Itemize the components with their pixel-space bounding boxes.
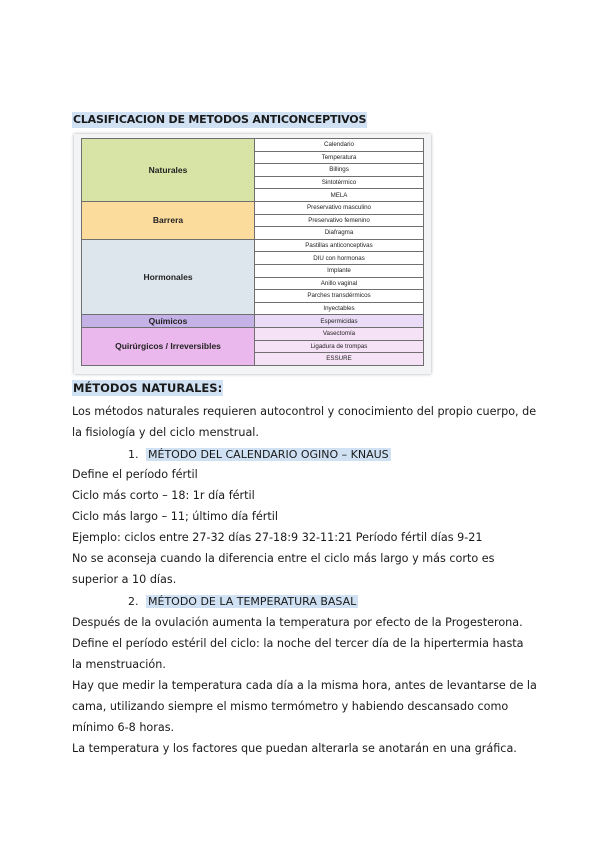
method1-heading (128, 447, 391, 462)
table-cell: Vasectomía (255, 327, 424, 340)
table-cell: Parches transdérmicos (255, 290, 424, 303)
table-cell: DIU con hormonas (255, 252, 424, 265)
table-cell: Espermicidas (255, 315, 424, 328)
table-cell: Sintotérmico (255, 176, 424, 189)
table-cell: Billings (255, 164, 424, 177)
paragraph-line: La temperatura y los factores que puedan alterarla se anotarán en una gráfica. (72, 742, 517, 755)
table-cell: Implante (255, 264, 424, 277)
category-naturales: Naturales (82, 139, 255, 202)
paragraph-line: Hay que medir la temperatura cada día a la misma hora, antes de levantarse de la (72, 679, 537, 692)
table-cell: Preservativo masculino (255, 201, 424, 214)
paragraph-line: la fisiología y del ciclo menstrual. (72, 426, 259, 439)
paragraph-line: Ciclo más largo – 11; último día fértil (72, 510, 278, 523)
method1-title: MÉTODO DEL CALENDARIO OGINO – KNAUS (148, 448, 389, 461)
table-cell: Pastillas anticonceptivas (255, 239, 424, 252)
table-row (82, 315, 424, 328)
table-row (82, 239, 424, 252)
method2-number: 2. (128, 595, 139, 608)
page-title: CLASIFICACION DE METODOS ANTICONCEPTIVOS (73, 113, 367, 126)
table-cell: Diafragma (255, 227, 424, 240)
table-cell: Calendario (255, 139, 424, 152)
paragraph-line: Define el período estéril del ciclo: la noche del tercer día de la hipertermia hasta (72, 637, 524, 650)
category-barrera: Barrera (82, 201, 255, 239)
category-quimicos: Químicos (82, 315, 255, 328)
table-cell: Preservativo femenino (255, 214, 424, 227)
classification-table (81, 138, 424, 366)
table-cell: Anillo vaginal (255, 277, 424, 290)
table-row (82, 139, 424, 152)
section-heading-natural-methods: MÉTODOS NATURALES: (73, 381, 223, 395)
method2-title: MÉTODO DE LA TEMPERATURA BASAL (148, 595, 357, 608)
category-quirurgicos: Quirúrgicos / Irreversibles (82, 327, 255, 365)
table-row (82, 327, 424, 340)
table-cell: ESSURE (255, 353, 424, 366)
paragraph-line: Ciclo más corto – 18: 1r día fértil (72, 489, 255, 502)
table-row (82, 201, 424, 214)
method2-heading (128, 594, 358, 609)
paragraph-line: No se aconseja cuando la diferencia entre el ciclo más largo y más corto es (72, 552, 495, 565)
table-cell: Ligadura de trompas (255, 340, 424, 353)
table-cell: MELA (255, 189, 424, 202)
method1-number: 1. (128, 448, 139, 461)
table-cell: Inyectables (255, 302, 424, 315)
category-hormonales: Hormonales (82, 239, 255, 315)
classification-table-image (74, 134, 431, 374)
paragraph-line: superior a 10 días. (72, 573, 177, 586)
paragraph-line: Ejemplo: ciclos entre 27-32 días 27-18:9 32-11:21 Período fértil días 9-21 (72, 531, 483, 544)
paragraph-line: la menstruación. (72, 658, 166, 671)
paragraph-line: Después de la ovulación aumenta la temperatura por efecto de la Progesterona. (72, 616, 523, 629)
paragraph-line: cama, utilizando siempre el mismo termómetro y habiendo descansado como (72, 700, 509, 713)
paragraph-line: mínimo 6-8 horas. (72, 721, 175, 734)
table-cell: Temperatura (255, 151, 424, 164)
paragraph-line: Los métodos naturales requieren autocontrol y conocimiento del propio cuerpo, de (72, 405, 537, 418)
paragraph-line: Define el período fértil (72, 468, 198, 481)
